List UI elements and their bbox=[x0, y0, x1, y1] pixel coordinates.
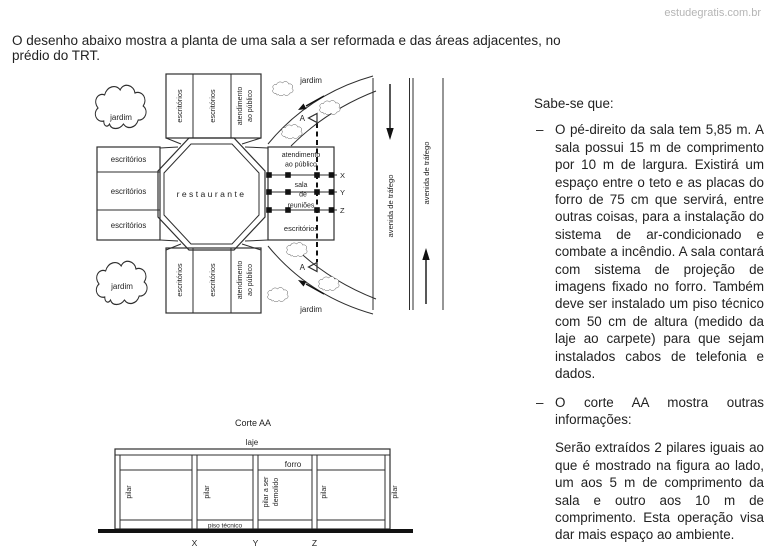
garden-bottom-left bbox=[96, 261, 147, 304]
ceiling-label: forro bbox=[284, 460, 302, 469]
axis-label-z: Z bbox=[311, 538, 318, 548]
meeting-room-block bbox=[266, 147, 345, 240]
pillar-x bbox=[192, 455, 197, 529]
floor-plan-drawing bbox=[85, 60, 470, 330]
restaurant-label: restaurante bbox=[176, 189, 247, 199]
avenue bbox=[373, 78, 443, 310]
office-block-bottom bbox=[166, 248, 261, 313]
traffic-arrow-up bbox=[422, 248, 429, 304]
restaurant-octagon bbox=[158, 138, 268, 250]
site-watermark: estudegratis.com.br bbox=[664, 7, 761, 19]
tree-icon bbox=[273, 82, 293, 96]
grid-axis-x-label: X bbox=[340, 171, 346, 180]
offices-label: escritórios bbox=[110, 221, 147, 230]
section-marker-letter: A bbox=[299, 114, 305, 123]
offices-label: escritórios bbox=[110, 187, 147, 196]
section-structure bbox=[115, 449, 390, 529]
tree-icon bbox=[320, 101, 340, 115]
pillar-label: pilar bbox=[392, 485, 399, 499]
pillar-y-to-demolish bbox=[253, 455, 258, 529]
pillar-label: pilar bbox=[321, 485, 328, 499]
garden-top-left bbox=[95, 85, 146, 128]
bullet-dash: – bbox=[536, 122, 544, 138]
office-block-top bbox=[166, 74, 261, 138]
avenue-label-right: avenida de tráfego bbox=[422, 141, 431, 205]
public-service-label: atendimento bbox=[237, 260, 244, 300]
traffic-arrow-down bbox=[386, 84, 393, 140]
raised-floor-label: piso técnico bbox=[207, 522, 243, 530]
public-service-label: ao público bbox=[247, 90, 254, 122]
garden-label: jardim bbox=[300, 305, 322, 314]
meeting-room-label: de bbox=[299, 191, 307, 199]
public-service-label: ao público bbox=[285, 161, 317, 169]
access-road-top bbox=[268, 76, 376, 146]
offices-label: escritórios bbox=[208, 263, 217, 297]
grid-axis-z-label: Z bbox=[340, 206, 345, 215]
tree-icon bbox=[282, 125, 302, 139]
offices-label: escritórios bbox=[208, 89, 217, 123]
public-service-label: atendimento bbox=[281, 152, 321, 159]
offices-label: escritórios bbox=[283, 224, 319, 233]
pillar-z bbox=[312, 455, 317, 529]
public-service-label: ao público bbox=[247, 264, 254, 296]
public-service-label: atendimento bbox=[237, 86, 244, 126]
pillar-label: pilar bbox=[204, 485, 211, 499]
notes-heading: Sabe-se que: bbox=[534, 96, 614, 111]
section-title: Corte AA bbox=[234, 418, 272, 428]
pillar-demolish-label: pilar a ser bbox=[263, 476, 270, 508]
section-marker-letter: A bbox=[299, 263, 305, 272]
access-road-bottom bbox=[268, 243, 376, 314]
grid-axis-y-label: Y bbox=[340, 188, 346, 197]
tree-icon bbox=[319, 277, 339, 291]
offices-label: escritórios bbox=[110, 155, 147, 164]
garden-label: jardim bbox=[111, 282, 133, 291]
offices-label: escritórios bbox=[175, 263, 184, 297]
office-block-left bbox=[97, 147, 160, 240]
bullet-dash: – bbox=[536, 394, 544, 410]
note-item-1 bbox=[534, 121, 764, 382]
garden-label: jardim bbox=[300, 76, 322, 85]
cloud-icon bbox=[95, 85, 146, 128]
note-item-2 bbox=[534, 394, 764, 429]
meeting-room-label: reuniões bbox=[287, 202, 315, 210]
question-intro-text: O desenho abaixo mostra a planta de uma sala a ser reformada e das áreas adjacentes, no prédio do TRT. bbox=[12, 33, 561, 63]
note-item-1-text: O pé-direito da sala tem 5,85 m. A sala possui 15 m de comprimento por 10 m de largura. Existirá um espaço entre o teto e as placas do forro de 75 cm que servirá, entre outras coisas, para a instalação do sistema de ar-condicionado e combate a incêndio. A sala contará com sistema de projeção de imagens fixado no forro. Também deve ser instalado um piso técnico com 50 cm de altura (medido da laje ao carpete) para que sejam instalados cabos de telefonia e dados. bbox=[555, 122, 764, 382]
section-marker-top bbox=[300, 114, 317, 124]
axis-label-x: X bbox=[191, 538, 198, 548]
note-item-2-body: Serão extraídos 2 pilares iguais ao que é mostrado na figura ao lado, um aos 5 m de comprimento da sala e outro aos 10 m de comprimento. Esta operação visa dar mais espaço ao ambiente. bbox=[555, 440, 764, 543]
pillar-label: pilar bbox=[126, 485, 133, 499]
tree-icon bbox=[268, 288, 288, 302]
meeting-room-label: sala bbox=[294, 182, 308, 189]
avenue-label-left: avenida de tráfego bbox=[386, 174, 395, 238]
pillar-demolish-label: demolido bbox=[273, 477, 280, 507]
axis-label-y: Y bbox=[252, 538, 259, 548]
section-view-drawing bbox=[90, 405, 420, 550]
slab-label: laje bbox=[245, 438, 259, 447]
note-item-2-intro: O corte AA mostra outras informações: bbox=[555, 394, 764, 427]
tree-icon bbox=[287, 243, 307, 257]
notes-column bbox=[534, 95, 764, 544]
garden-label: jardim bbox=[110, 113, 132, 122]
road-arrow bbox=[298, 104, 307, 111]
offices-label: escritórios bbox=[175, 89, 184, 123]
